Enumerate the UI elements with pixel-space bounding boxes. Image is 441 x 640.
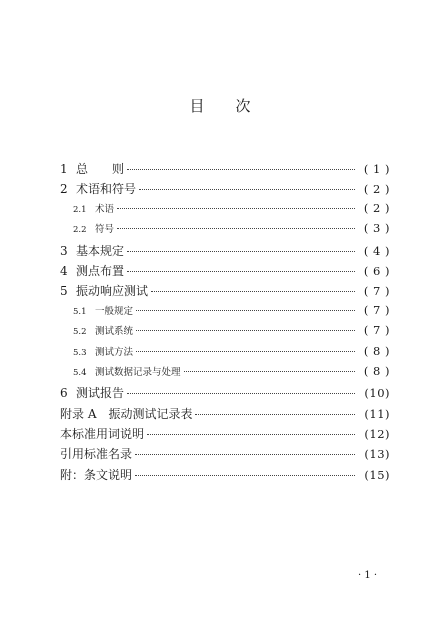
toc-entry-page: (10): [364, 386, 390, 401]
toc-entry-page: ( 7 ): [363, 284, 390, 299]
toc-entry-page: ( 7 ): [363, 302, 390, 317]
dot-leader: [127, 251, 355, 252]
dot-leader: [136, 351, 355, 352]
toc-entry-number: 2: [60, 182, 68, 197]
toc-entry-page: ( 2 ): [363, 182, 390, 197]
toc-entry[interactable]: [60, 303, 390, 323]
toc-entry-label: 测试数据记录与处理: [95, 366, 181, 378]
dot-leader: [127, 271, 355, 272]
dot-leader: [127, 393, 355, 394]
toc-entry-number: 5.4: [73, 367, 87, 378]
toc-entry-label: 附：条文说明: [60, 467, 133, 482]
toc-entry[interactable]: [60, 221, 390, 241]
title-char-1: 目: [189, 97, 206, 115]
dot-leader: [135, 454, 355, 455]
toc-entry-label: 一般规定: [95, 305, 134, 317]
toc-entry-page: ( 7 ): [363, 323, 390, 338]
toc-entry-label: 附录 A 振动测试记录表: [60, 406, 193, 421]
toc-entry-number: 4: [60, 263, 68, 278]
dot-leader: [127, 169, 355, 170]
dot-leader: [139, 189, 355, 190]
dot-leader: [117, 208, 355, 209]
toc-entry-number: 1: [60, 162, 68, 176]
toc-entry-page: ( 6 ): [363, 263, 390, 278]
page-number: · 1 ·: [358, 570, 378, 581]
toc-entry-page: ( 8 ): [363, 363, 390, 378]
toc-entry-page: ( 4 ): [363, 243, 390, 258]
toc-entry-page: ( 2 ): [363, 200, 390, 215]
toc-entry-page: (13): [364, 447, 390, 462]
toc-entry[interactable]: [60, 405, 390, 425]
toc-entry-label: 本标准用词说明: [60, 427, 145, 442]
toc-entry-page: ( 3 ): [363, 221, 390, 236]
toc-entry[interactable]: [60, 323, 390, 343]
toc-entry-page: (11): [364, 406, 390, 421]
toc-entry[interactable]: [60, 160, 390, 180]
toc-entry-label: 总 则: [76, 162, 125, 176]
dot-leader: [195, 414, 355, 415]
toc-entry[interactable]: [60, 242, 390, 262]
toc-entry[interactable]: [60, 466, 390, 486]
page-title: [0, 95, 441, 116]
table-of-contents: [60, 160, 390, 486]
toc-entry-number: 3: [60, 243, 68, 258]
toc-entry-label: 测试方法: [95, 346, 134, 358]
toc-entry-label: 术语: [95, 203, 115, 215]
dot-leader: [136, 330, 355, 331]
toc-entry-number: 5.1: [73, 306, 87, 317]
toc-entry[interactable]: [60, 282, 390, 302]
toc-entry-number: 6: [60, 386, 68, 401]
dot-leader: [147, 434, 355, 435]
toc-entry-label: 术语和符号: [76, 182, 137, 197]
toc-entry[interactable]: [60, 384, 390, 404]
toc-entry-number: 2.1: [73, 204, 87, 215]
toc-entry-label: 引用标准名录: [60, 447, 133, 462]
toc-entry-page: ( 8 ): [363, 343, 390, 358]
toc-entry-label: 测试系统: [95, 326, 134, 338]
dot-leader: [135, 475, 355, 476]
toc-entry-page: (12): [364, 427, 390, 442]
toc-entry-label: 测点布置: [76, 263, 125, 278]
title-char-2: 次: [235, 97, 252, 115]
toc-entry-label: 符号: [95, 224, 115, 236]
toc-entry[interactable]: [60, 262, 390, 282]
toc-entry-label: 测试报告: [76, 386, 125, 401]
toc-entry[interactable]: [60, 425, 390, 445]
toc-entry-page: ( 1 ): [363, 162, 390, 176]
dot-leader: [117, 228, 355, 229]
toc-entry-label: 振动响应测试: [76, 284, 149, 299]
dot-leader: [184, 371, 355, 372]
toc-entry[interactable]: [60, 201, 390, 221]
toc-entry[interactable]: [60, 344, 390, 364]
toc-entry-number: 5.3: [73, 347, 87, 358]
toc-entry-label: 基本规定: [76, 243, 125, 258]
toc-entry[interactable]: [60, 364, 390, 384]
toc-entry[interactable]: [60, 180, 390, 200]
toc-entry-number: 5.2: [73, 327, 87, 338]
toc-entry-number: 2.2: [73, 225, 87, 236]
toc-entry-page: (15): [364, 467, 390, 482]
toc-entry-number: 5: [60, 284, 68, 299]
dot-leader: [151, 291, 355, 292]
dot-leader: [136, 310, 355, 311]
toc-entry[interactable]: [60, 445, 390, 465]
